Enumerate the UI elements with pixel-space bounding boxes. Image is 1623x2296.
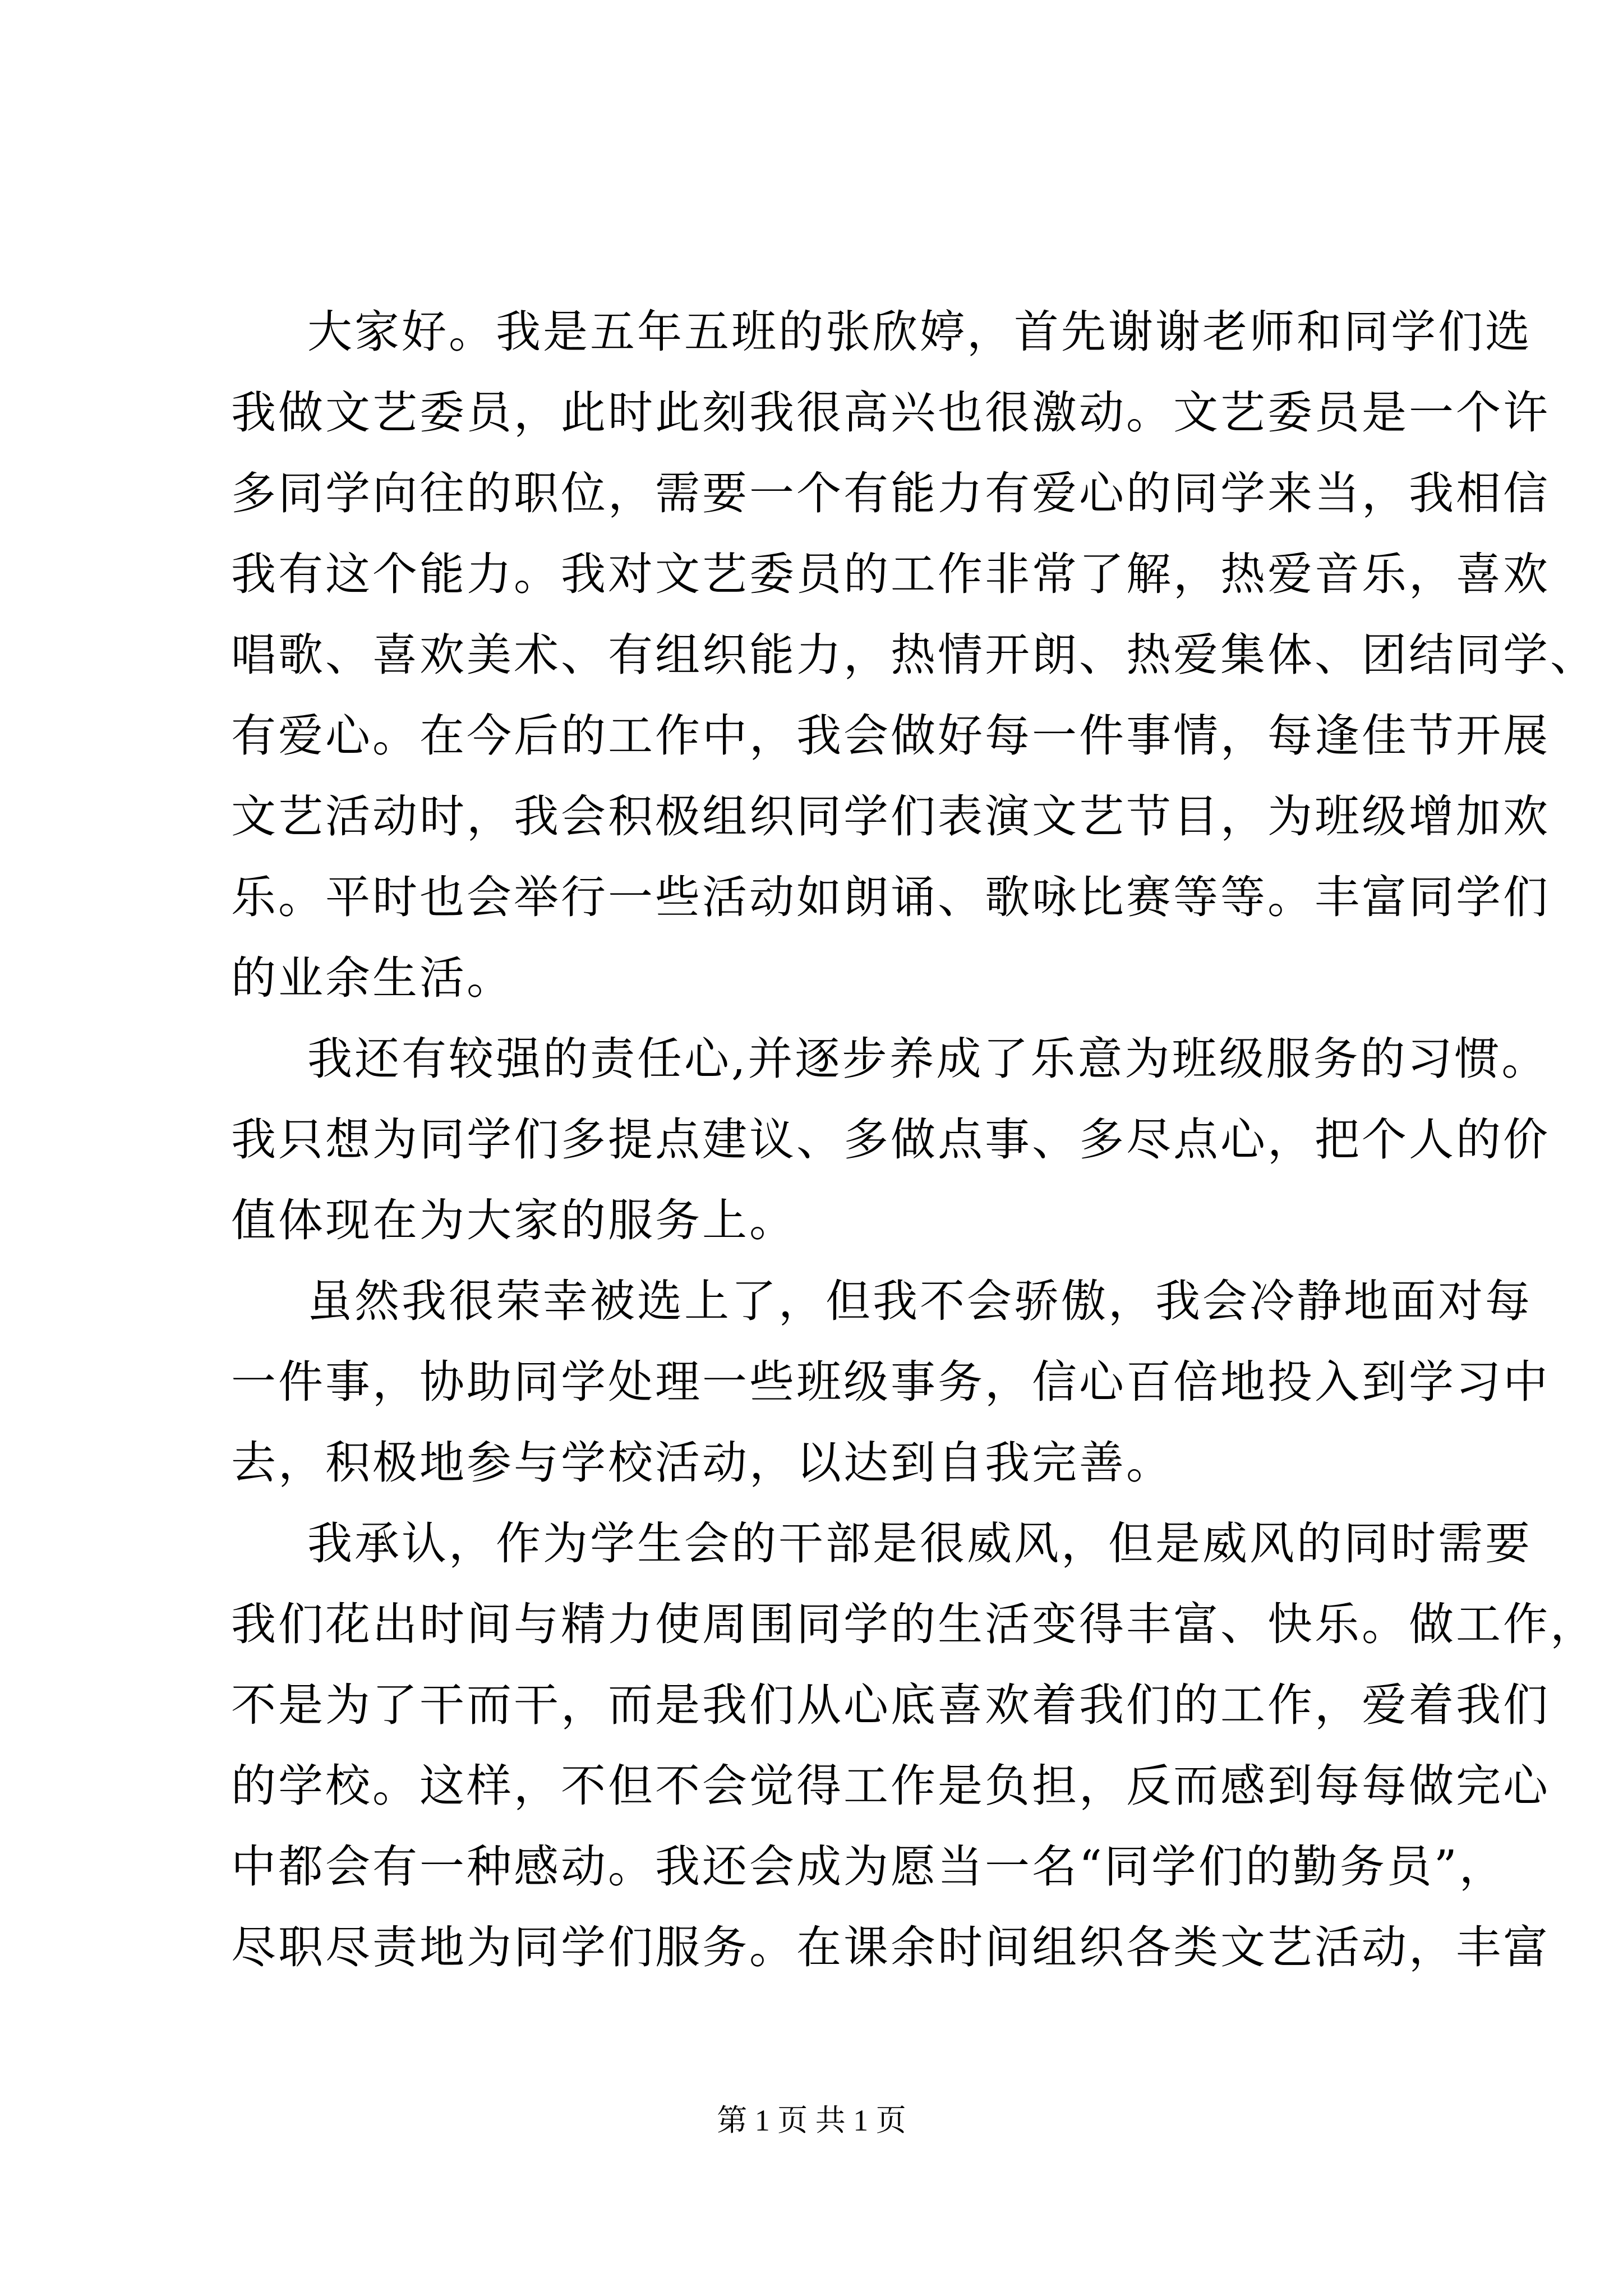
paragraph-1-line-2: 我做文艺委员，此时此刻我很高兴也很激动。文艺委员是一个许 [231,386,1550,439]
paragraph-2-line-2: 我只想为同学们多提点建议、多做点事、多尽点心，把个人的价 [231,1114,1550,1166]
paragraph-3-line-3: 去，积极地参与学校活动，以达到自我完善。 [231,1437,1173,1489]
paragraph-4-line-3: 不是为了干而干，而是我们从心底喜欢着我们的工作，爱着我们 [231,1679,1550,1731]
paragraph-1-line-6: 有爱心。在今后的工作中，我会做好每一件事情，每逢佳节开展 [231,710,1550,762]
paragraph-1-line-1: 大家好。我是五年五班的张欣婷，首先谢谢老师和同学们选 [307,306,1532,358]
paragraph-2-line-1: 我还有较强的责任心,并逐步养成了乐意为班级服务的习惯。 [307,1033,1549,1085]
paragraph-4-line-4: 的学校。这样，不但不会觉得工作是负担，反而感到每每做完心 [231,1760,1550,1812]
paragraph-1-line-8: 乐。平时也会举行一些活动如朗诵、歌咏比赛等等。丰富同学们 [231,871,1550,923]
paragraph-1-line-9: 的业余生活。 [231,952,514,1004]
paragraph-4-line-1: 我承认，作为学生会的干部是很威风，但是威风的同时需要 [307,1517,1532,1570]
document-body [231,292,1597,1988]
page-number-footer: 第 1 页 共 1 页 [717,2104,906,2137]
paragraph-1-line-5: 唱歌、喜欢美术、有组织能力，热情开朗、热爱集体、团结同学、 [231,629,1597,681]
paragraph-1-line-7: 文艺活动时，我会积极组织同学们表演文艺节目，为班级增加欢 [231,790,1550,843]
paragraph-2-line-3: 值体现在为大家的服务上。 [231,1194,796,1246]
paragraph-4-line-5: 中都会有一种感动。我还会成为愿当一名“同学们的勤务员”， [231,1841,1506,1893]
paragraph-3-line-2: 一件事，协助同学处理一些班级事务，信心百倍地投入到学习中 [231,1356,1550,1408]
paragraph-1-line-3: 多同学向往的职位，需要一个有能力有爱心的同学来当，我相信 [231,467,1550,519]
paragraph-3-line-1: 虽然我很荣幸被选上了，但我不会骄傲，我会冷静地面对每 [307,1275,1532,1327]
paragraph-4-line-6: 尽职尽责地为同学们服务。在课余时间组织各类文艺活动，丰富 [231,1921,1550,1973]
paragraph-4-line-2: 我们花出时间与精力使周围同学的生活变得丰富、快乐。做工作， [231,1598,1597,1650]
paragraph-1-line-4: 我有这个能力。我对文艺委员的工作非常了解，热爱音乐，喜欢 [231,548,1550,600]
